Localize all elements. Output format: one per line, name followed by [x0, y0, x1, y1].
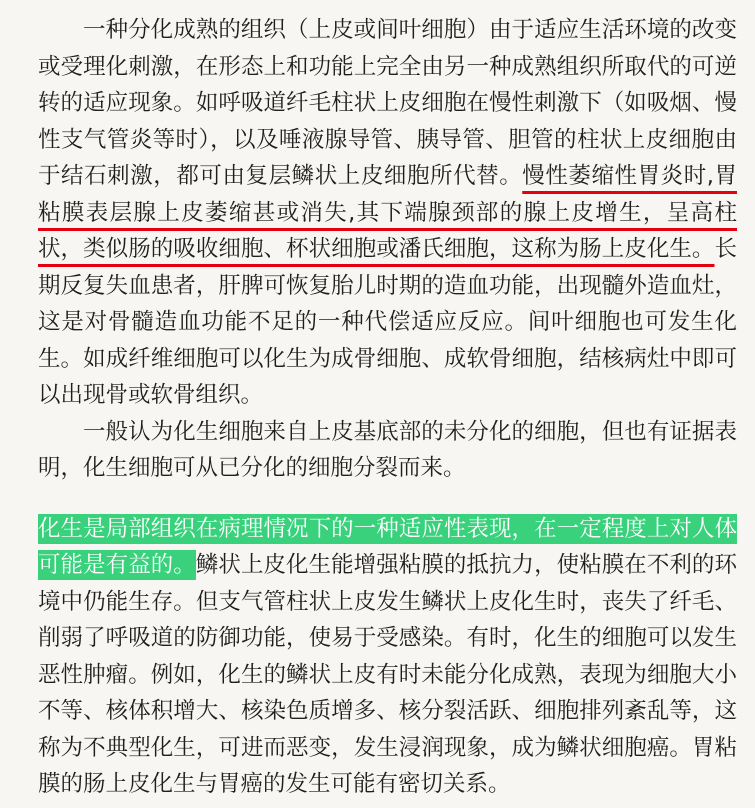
paragraph-text: 长期反复失血患者，肝脾可恢复胎儿时期的造血功能，出现髓外造血灶，这是对骨髓造血功能不足的一种代偿适应反应。间叶细胞也可发生化生。如成纤维细胞可以化生为成骨细胞、成软骨细胞，结核病灶中即可以出现骨或软骨组织。	[38, 236, 737, 408]
underlined-text: 慢性萎缩性胃炎时,胃粘膜表层腺上皮萎缩甚或消失,其下端腺颈部的腺上皮增生，呈高柱状，类似肠的吸收细胞、杯状细胞或潘氏细胞，这称为肠上皮化生。	[38, 163, 737, 262]
paragraph-text: 鳞状上皮化生能增强粘膜的抵抗力，使粘膜在不利的环境中仍能生存。但支气管柱状上皮发生鳞状上皮化生时，丧失了纤毛、削弱了呼吸道的防御功能，使易于受感染。有时，化生的细胞可以发生恶性肿瘤。例如，化生的鳞状上皮有时未能分化成熟，表现为细胞大小不等、核体积增大、核染色质增多、核分裂活跃、细胞排列紊乱等，这称为不典型化生，可进而恶变，发生浸润现象，成为鳞状细胞癌。胃粘膜的肠上皮化生与胃癌的发生可能有密切关系。	[38, 552, 737, 797]
paragraph-text: 一种分化成熟的组织（上皮或间叶细胞）由于适应生活环境的改变或受理化刺激，在形态上和功能上完全由另一种成熟组织所取代的可逆转的适应现象。如呼吸道纤毛柱状上皮细胞在慢性刺激下（如吸烟、慢性支气管炎等时），以及唾液腺导管、胰导管、胆管的柱状上皮细胞由于结石刺激，都可由复层鳞状上皮细胞所代替。	[38, 17, 737, 189]
highlighted-text: 化生是局部组织在病理情况下的一种适应性表现，在一定程度上对人体可能是有益的。	[38, 515, 737, 578]
paragraph-metaplasia-definition	[38, 12, 737, 414]
paragraph-significance	[38, 511, 737, 803]
paragraph-origin: 一般认为化生细胞来自上皮基底部的未分化的细胞，但也有证据表明，化生细胞可从已分化的细胞分裂而来。	[38, 418, 737, 481]
